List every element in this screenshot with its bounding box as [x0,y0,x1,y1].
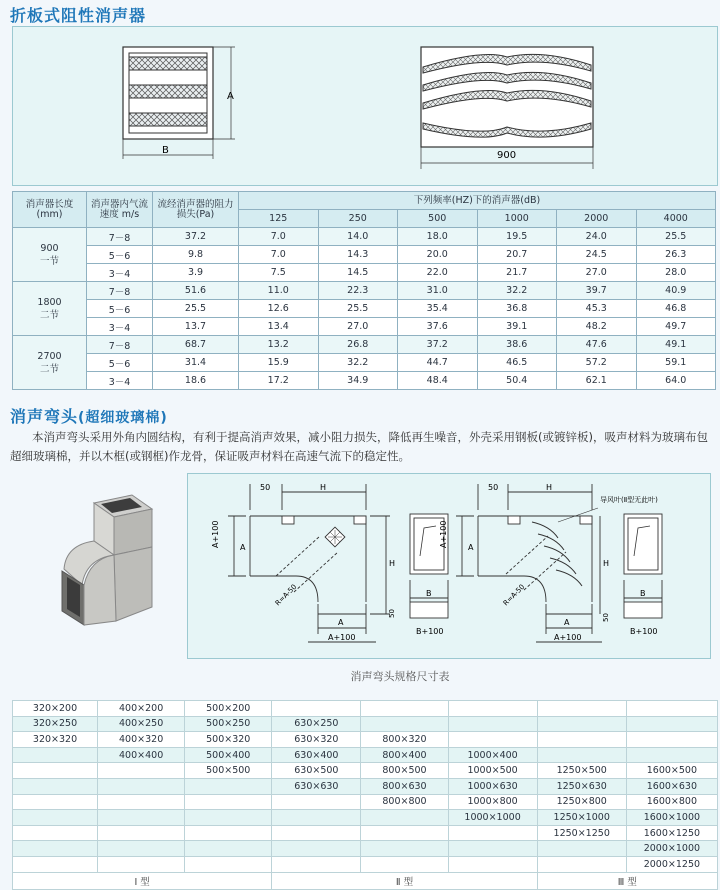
dim-a-label: A [227,91,234,102]
size-cell [98,778,185,794]
size-cell [272,856,361,872]
size-cell: 400×320 [98,732,185,748]
size-cell [13,778,98,794]
attenuation-cell: 20.0 [398,246,478,264]
table-row [13,228,716,246]
size-cell [185,778,272,794]
speed-cell: 5－6 [87,246,153,264]
attenuation-cell: 31.0 [398,282,478,300]
attenuation-cell: 14.3 [318,246,398,264]
lbl-50: 50 [260,483,271,492]
lbl-h-side: H [389,559,396,568]
size-cell [185,810,272,826]
attenuation-cell: 24.0 [557,228,637,246]
attenuation-cell: 11.0 [239,282,319,300]
speed-cell: 3－4 [87,264,153,282]
speed-cell: 7－8 [87,336,153,354]
size-cell [13,810,98,826]
size-cell [448,732,537,748]
pressure-cell: 37.2 [153,228,239,246]
size-cell [98,794,185,810]
size-cell: 1600×1000 [626,810,717,826]
pressure-cell: 68.7 [153,336,239,354]
attenuation-cell: 46.8 [636,300,716,318]
table-row [13,747,718,763]
size-cell: 630×630 [272,778,361,794]
size-cell [537,716,626,732]
attenuation-cell: 28.0 [636,264,716,282]
speed-cell: 3－4 [87,372,153,390]
table-row [13,716,718,732]
attenuation-cell: 7.5 [239,264,319,282]
length-cell [13,228,87,282]
attenuation-cell: 25.5 [636,228,716,246]
table-row [13,372,716,390]
table-row [13,701,718,717]
size-cell [361,856,448,872]
table-row [13,318,716,336]
elbow-drawing [188,474,710,658]
drawing-panel-elbow [187,473,711,659]
size-cell: 400×200 [98,701,185,717]
size-cell [361,716,448,732]
lbl-b100-right: B+100 [630,627,658,636]
dim-b-label: B [162,145,169,156]
lbl-a-right-bottom: A [564,618,570,627]
table-row [13,264,716,282]
pressure-cell: 18.6 [153,372,239,390]
lbl-a100: A+100 [211,520,220,548]
size-cell: 630×320 [272,732,361,748]
size-cell: 630×400 [272,747,361,763]
size-cell [13,841,98,857]
table-row [13,794,718,810]
table-row [13,763,718,779]
size-cell [13,747,98,763]
size-cell [626,747,717,763]
lbl-h-right: H [546,483,553,492]
attenuation-cell: 20.7 [477,246,557,264]
attenuation-cell: 22.0 [398,264,478,282]
size-cell: 1600×1250 [626,825,717,841]
elbow-photo [56,489,176,631]
size-cell: 800×800 [361,794,448,810]
lbl-b: B [426,589,432,598]
elbow-caption: 消声弯头规格尺寸表 [350,670,450,683]
attenuation-cell: 26.3 [636,246,716,264]
drawing-panel-folded [12,26,718,186]
size-cell: 320×320 [13,732,98,748]
attenuation-cell: 36.8 [477,300,557,318]
size-cell: 1000×400 [448,747,537,763]
lbl-a-right: A [468,543,474,552]
attenuation-cell: 35.4 [398,300,478,318]
table-row [13,354,716,372]
attenuation-cell: 15.9 [239,354,319,372]
attenuation-cell: 13.2 [239,336,319,354]
size-cell [185,825,272,841]
sections-value: 二节 [39,363,59,375]
lbl-a-bottom: A [338,618,344,627]
type-label: Ⅱ 型 [272,872,537,889]
size-cell [98,856,185,872]
pressure-cell: 51.6 [153,282,239,300]
section-title-elbow: 消声弯头(超细玻璃棉) [10,407,168,426]
header-freq: 500 [398,210,478,228]
table-row [13,300,716,318]
table-row [13,841,718,857]
lbl-a: A [240,543,246,552]
size-cell [272,794,361,810]
size-cell [272,701,361,717]
size-cell: 630×250 [272,716,361,732]
size-cell: 2000×1250 [626,856,717,872]
size-cell: 500×200 [185,701,272,717]
section-title-folded-silencer: 折板式阻性消声器 [10,6,147,25]
attenuation-cell: 40.9 [636,282,716,300]
attenuation-cell: 21.7 [477,264,557,282]
table-row [13,732,718,748]
table-row [13,856,718,872]
size-cell: 800×500 [361,763,448,779]
attenuation-cell: 48.4 [398,372,478,390]
attenuation-cell: 13.4 [239,318,319,336]
attenuation-cell: 64.0 [636,372,716,390]
elbow-description: 本消声弯头采用外角内圆结构，有利于提高消声效果，减小阻力损失，降低再生噪音，外壳采用钢板(或镀锌板)，吸声材料为玻璃布包超细玻璃棉，并以木框(或钢框)作龙骨，保证吸声材料在高速气流下的稳定性。 [10,430,708,463]
size-cell [185,841,272,857]
lbl-guide-vane: 导风叶(Ⅱ型无此叶) [600,496,658,504]
size-cell: 400×250 [98,716,185,732]
pressure-cell: 3.9 [153,264,239,282]
size-cell [98,763,185,779]
size-cell [272,841,361,857]
header-pressure: 流经消声器的阻力损失(Pa) [153,192,239,228]
lbl-h: H [320,483,327,492]
attenuation-cell: 38.6 [477,336,557,354]
size-cell [13,794,98,810]
table-row [13,810,718,826]
header-freq: 2000 [557,210,637,228]
length-value: 1800 [37,296,62,308]
size-cell [185,794,272,810]
header-freq: 1000 [477,210,557,228]
attenuation-cell: 32.2 [477,282,557,300]
size-cell [448,841,537,857]
attenuation-cell: 49.7 [636,318,716,336]
size-cell [626,716,717,732]
attenuation-cell: 14.5 [318,264,398,282]
attenuation-cell: 47.6 [557,336,637,354]
lbl-r-right: R=A-50 [501,582,527,608]
header-freq-group: 下列频率(HZ)下的消声器(dB) [239,192,716,210]
length-value: 2700 [37,350,62,362]
speed-cell: 7－8 [87,282,153,300]
size-cell: 800×400 [361,747,448,763]
header-freq: 250 [318,210,398,228]
size-cell: 320×200 [13,701,98,717]
table-row [13,282,716,300]
size-cell: 500×320 [185,732,272,748]
attenuation-cell: 34.9 [318,372,398,390]
pressure-cell: 13.7 [153,318,239,336]
table-row [13,825,718,841]
attenuation-cell: 14.0 [318,228,398,246]
attenuation-cell: 27.0 [318,318,398,336]
size-cell: 1600×800 [626,794,717,810]
speed-cell: 5－6 [87,354,153,372]
size-cell: 1250×500 [537,763,626,779]
attenuation-cell: 7.0 [239,246,319,264]
attenuation-cell: 59.1 [636,354,716,372]
attenuation-cell: 27.0 [557,264,637,282]
attenuation-cell: 17.2 [239,372,319,390]
attenuation-cell: 46.5 [477,354,557,372]
attenuation-cell: 37.2 [398,336,478,354]
size-cell [361,701,448,717]
size-cell: 1000×1000 [448,810,537,826]
attenuation-cell: 7.0 [239,228,319,246]
lbl-h-right-side: H [603,559,610,568]
table-row [13,336,716,354]
size-cell [537,701,626,717]
size-cell: 320×250 [13,716,98,732]
type-label: Ⅰ 型 [13,872,272,889]
speed-cell: 3－4 [87,318,153,336]
folded-silencer-drawing [13,27,717,185]
size-cell [537,856,626,872]
attenuation-cell: 22.3 [318,282,398,300]
size-cell: 2000×1000 [626,841,717,857]
pressure-cell: 25.5 [153,300,239,318]
size-cell: 1250×1000 [537,810,626,826]
size-cell: 800×320 [361,732,448,748]
header-freq: 125 [239,210,319,228]
size-cell: 1250×1250 [537,825,626,841]
dim-900-label: 900 [497,150,517,161]
type-label: Ⅲ 型 [537,872,717,889]
pressure-cell: 31.4 [153,354,239,372]
lbl-b-right: B [640,589,646,598]
attenuation-cell: 39.1 [477,318,557,336]
size-cell: 500×250 [185,716,272,732]
size-cell [13,856,98,872]
attenuation-cell: 50.4 [477,372,557,390]
length-value: 900 [40,242,59,254]
lbl-a100-right: A+100 [439,520,448,548]
size-cell [272,825,361,841]
speed-cell: 7－8 [87,228,153,246]
lbl-a100-right-bottom: A+100 [554,633,582,642]
size-cell [98,841,185,857]
size-cell [448,856,537,872]
pressure-cell: 9.8 [153,246,239,264]
size-cell: 1600×630 [626,778,717,794]
size-cell [185,856,272,872]
size-cell: 1250×630 [537,778,626,794]
lbl-50-right: 50 [488,483,499,492]
attenuation-cell: 32.2 [318,354,398,372]
size-cell [537,747,626,763]
lbl-50-right-side: 50 [602,613,610,622]
attenuation-cell: 62.1 [557,372,637,390]
length-cell [13,336,87,390]
size-cell: 1000×500 [448,763,537,779]
header-speed: 消声器内气流速度 m/s [87,192,153,228]
attenuation-cell: 48.2 [557,318,637,336]
table-row [13,246,716,264]
size-cell: 1600×500 [626,763,717,779]
speed-cell: 5－6 [87,300,153,318]
size-cell [13,763,98,779]
size-cell [448,716,537,732]
attenuation-cell: 25.5 [318,300,398,318]
size-cell [272,810,361,826]
attenuation-cell: 45.3 [557,300,637,318]
size-cell [361,825,448,841]
lbl-a100-bottom: A+100 [328,633,356,642]
size-cell [98,825,185,841]
size-cell [448,825,537,841]
front-view [123,47,235,159]
size-cell: 400×400 [98,747,185,763]
type-footer-row [13,872,718,889]
size-cell [537,732,626,748]
attenuation-cell: 57.2 [557,354,637,372]
attenuation-table [12,191,716,390]
lbl-b100: B+100 [416,627,444,636]
attenuation-cell: 39.7 [557,282,637,300]
size-cell [98,810,185,826]
attenuation-cell: 18.0 [398,228,478,246]
size-cell [448,701,537,717]
size-cell [361,810,448,826]
size-cell [537,841,626,857]
length-cell [13,282,87,336]
size-cell: 500×400 [185,747,272,763]
lbl-50-side: 50 [388,609,396,618]
size-cell [626,732,717,748]
size-cell [626,701,717,717]
sections-value: 二节 [39,309,59,321]
size-cell: 1000×630 [448,778,537,794]
attenuation-cell: 44.7 [398,354,478,372]
header-freq: 4000 [636,210,716,228]
elbow-size-table [12,700,718,890]
size-cell: 800×630 [361,778,448,794]
attenuation-cell: 37.6 [398,318,478,336]
side-view [421,47,593,169]
size-cell: 630×500 [272,763,361,779]
attenuation-cell: 19.5 [477,228,557,246]
size-cell: 1250×800 [537,794,626,810]
attenuation-cell: 12.6 [239,300,319,318]
attenuation-cell: 26.8 [318,336,398,354]
sections-value: 一节 [39,255,59,267]
attenuation-cell: 24.5 [557,246,637,264]
size-cell: 500×500 [185,763,272,779]
size-cell: 1000×800 [448,794,537,810]
lbl-r: R=A-50 [273,582,299,608]
size-cell [13,825,98,841]
size-cell [361,841,448,857]
attenuation-cell: 49.1 [636,336,716,354]
table-row [13,778,718,794]
header-length: 消声器长度(mm) [13,192,87,228]
